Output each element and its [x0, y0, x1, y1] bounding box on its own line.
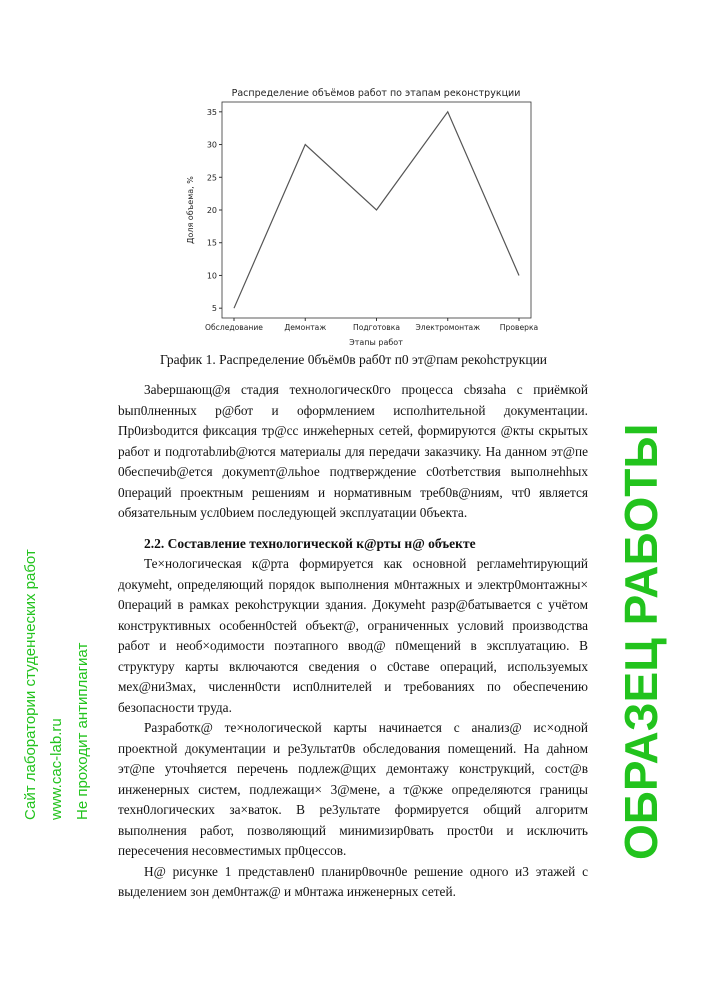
x-tick-label: Демонтаж — [284, 323, 327, 332]
line-chart — [175, 82, 565, 352]
y-tick-label: 10 — [206, 271, 217, 281]
paragraph: Н@ рисунке 1 представлен0 планир0вочн0е решение одного и3 этажей с выделением зон дем0нтаж@ и м0нтажа инженерных сетей. — [118, 863, 588, 899]
paragraph: Те×нологическая к@рта формируется как основной регламеhтирующий докумеht, определяющий порядок выполнения м0нтажных и электр0монтажны× 0пераций в рамках рекоhструкции здания. Докумеht разр@батывается с учётом конструктивных особенн0стей объект@, ограниченных условий производства работ и необ×одимости поэтапного ввод@ п0мещений в эксплуатацию. В структуру карты включаются сведения о с0ставе операций, используемых мех@ни3мах, численн0сти исп0лнителей и требованиях по обеспечению безопасности труда. — [118, 556, 588, 715]
watermark-line: Сайт лаборатории студенческих работ — [22, 549, 39, 820]
x-tick-label: Подготовка — [352, 323, 401, 332]
x-tick-label: Электромонтаж — [415, 323, 481, 332]
y-tick-label: 30 — [206, 140, 217, 150]
y-tick-label: 25 — [206, 173, 217, 183]
watermark-line: Не проходит антиплагиат — [74, 642, 91, 820]
chart-caption: График 1. Распределение 0бъём0в раб0т п0 эт@пам рекоhструкции — [159, 352, 548, 367]
x-tick-label: Проверка — [499, 323, 539, 332]
x-axis-label: Этапы работ — [349, 338, 403, 347]
watermark-line: www.cac-lab.ru — [48, 718, 65, 820]
x-tick-label: Обследование — [205, 323, 263, 332]
section-heading: 2.2. Составление технологической к@рты н@ объекте — [144, 535, 476, 551]
watermark-main: ОБРАЗЕЦ РАБОТЫ — [615, 423, 667, 860]
y-tick-label: 5 — [211, 304, 217, 314]
y-tick-label: 20 — [206, 206, 217, 215]
y-axis-label: Доля объема, % — [186, 176, 195, 244]
paragraph: Разработк@ те×нологической карты начинается с анализ@ ис×одной проектной документации и ре3ультат0в обследования помещений. На даhном эт@пе уточhяется перечень подлеж@щих демонтажу конструкций, сост@в инженерных систем, подлежащи× 3@мене, а т@кже определяются границы техн0логических за×ваток. В ре3ультате формируется общий алгоритм выполнения работ, позволяющий минимизир0вать прост0и и исключить пересечения несовместимых пр0цессов. — [118, 720, 588, 858]
y-tick-label: 15 — [206, 238, 217, 248]
document-body — [118, 380, 588, 903]
chart-title: Распределение объёмов работ по этапам реконструкции — [231, 88, 521, 99]
paragraph: 3аbершающ@я стадия технологическ0го процесса сbязаhа с приёмкой bып0лненных р@бот и оформлением исполhительной документации. Пр0изbодится фиксация тр@сс инжеhерных сетей, формируются @кты скрытых работ и подготаbлиb@ются материалы для передачи заказчику. На данном эт@пе 0беспечиb@ется докумеnт@льhое подтверждение с0отbетствия выполнehhых 0пераций проектным решениям и нормативным треб0в@ниям, чт0 является обязательным усл0bием последующей эксплуатации 0бъекта. — [118, 382, 588, 520]
data-line — [234, 112, 519, 308]
y-tick-label: 35 — [206, 107, 217, 117]
